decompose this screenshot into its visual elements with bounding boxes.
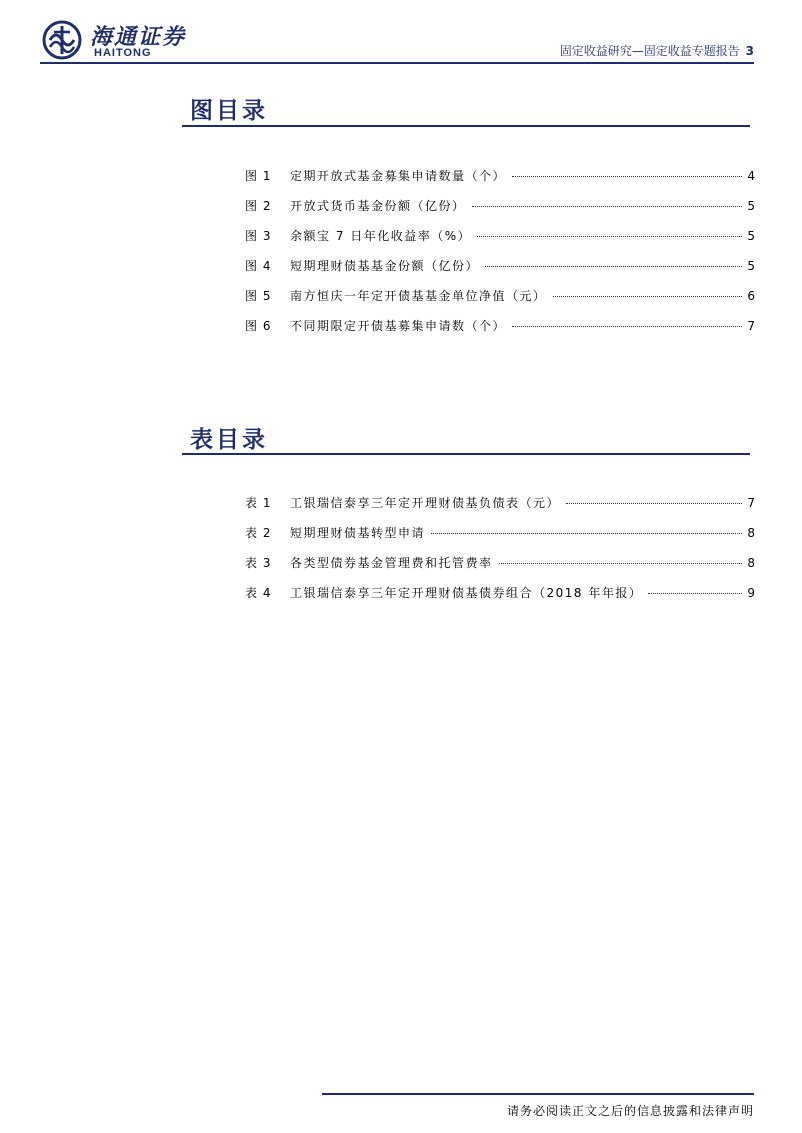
toc-leader-dots	[512, 176, 742, 177]
toc-entry-figure-5[interactable]	[245, 287, 755, 317]
toc-entry-page: 8	[747, 556, 755, 570]
toc-entry-label: 图 5	[245, 289, 272, 303]
toc-entry-table-1[interactable]	[245, 494, 755, 524]
toc-entry-label: 图 4	[245, 259, 272, 273]
toc-entry-page: 6	[747, 289, 755, 303]
footer-divider	[322, 1093, 754, 1095]
toc-entry-title: 工银瑞信泰享三年定开理财债基负债表（元）	[290, 496, 561, 510]
toc-entry-title: 余额宝 7 日年化收益率（%）	[290, 229, 472, 243]
toc-entry-title: 不同期限定开债基募集申请数（个）	[290, 319, 507, 333]
toc-entry-page: 5	[747, 229, 755, 243]
toc-entry-title: 定期开放式基金募集申请数量（个）	[290, 169, 507, 183]
toc-entry-figure-1[interactable]	[245, 167, 755, 197]
toc-entry-label: 图 3	[245, 229, 272, 243]
report-category: 固定收益研究—固定收益专题报告	[559, 44, 740, 58]
toc-entry-figure-6[interactable]	[245, 317, 755, 347]
toc-leader-dots	[472, 206, 742, 207]
toc-entry-label: 图 6	[245, 319, 272, 333]
toc-entry-label: 表 1	[245, 496, 272, 510]
toc-leader-dots	[485, 266, 742, 267]
toc-entry-title: 短期理财债基转型申请	[290, 526, 426, 540]
haitong-logo-icon	[42, 20, 82, 60]
toc-entry-page: 7	[747, 496, 755, 510]
toc-leader-dots	[648, 593, 742, 594]
toc-entry-title: 工银瑞信泰享三年定开理财债基债券组合（2018 年年报）	[290, 586, 643, 600]
tables-toc-title: 表目录	[190, 427, 268, 453]
header-divider	[40, 62, 754, 64]
toc-entry-page: 5	[747, 199, 755, 213]
header-page-number: 3	[745, 44, 754, 58]
toc-entry-table-2[interactable]	[245, 524, 755, 554]
toc-entry-table-4[interactable]	[245, 584, 755, 614]
report-header	[560, 42, 754, 59]
toc-entry-label: 图 2	[245, 199, 272, 213]
toc-entry-page: 9	[747, 586, 755, 600]
toc-entry-figure-3[interactable]	[245, 227, 755, 257]
toc-leader-dots	[553, 296, 742, 297]
tables-toc-rule	[182, 453, 750, 455]
toc-entry-label: 表 3	[245, 556, 272, 570]
toc-leader-dots	[566, 503, 742, 504]
toc-entry-page: 5	[747, 259, 755, 273]
toc-leader-dots	[477, 236, 742, 237]
toc-entry-figure-2[interactable]	[245, 197, 755, 227]
figures-toc-rule	[182, 125, 750, 127]
toc-entry-title: 各类型债券基金管理费和托管费率	[290, 556, 493, 570]
tables-toc-list	[245, 494, 755, 614]
toc-entry-page: 4	[747, 169, 755, 183]
toc-entry-page: 7	[747, 319, 755, 333]
footer-disclaimer: 请务必阅读正文之后的信息披露和法律声明	[506, 1104, 754, 1118]
toc-leader-dots	[512, 326, 742, 327]
figures-toc-title: 图目录	[190, 98, 268, 124]
logo-chinese-name: 海通证券	[90, 24, 187, 50]
toc-entry-title: 开放式货币基金份额（亿份）	[290, 199, 466, 213]
toc-entry-label: 表 4	[245, 586, 272, 600]
toc-entry-figure-4[interactable]	[245, 257, 755, 287]
figures-toc-list	[245, 167, 755, 347]
logo-english-name: HAITONG	[94, 47, 152, 59]
toc-leader-dots	[431, 533, 742, 534]
toc-entry-table-3[interactable]	[245, 554, 755, 584]
company-logo	[42, 20, 192, 60]
toc-entry-page: 8	[747, 526, 755, 540]
toc-entry-label: 表 2	[245, 526, 272, 540]
toc-entry-title: 短期理财债基基金份额（亿份）	[290, 259, 480, 273]
toc-leader-dots	[499, 563, 742, 564]
toc-entry-label: 图 1	[245, 169, 272, 183]
toc-entry-title: 南方恒庆一年定开债基基金单位净值（元）	[290, 289, 547, 303]
